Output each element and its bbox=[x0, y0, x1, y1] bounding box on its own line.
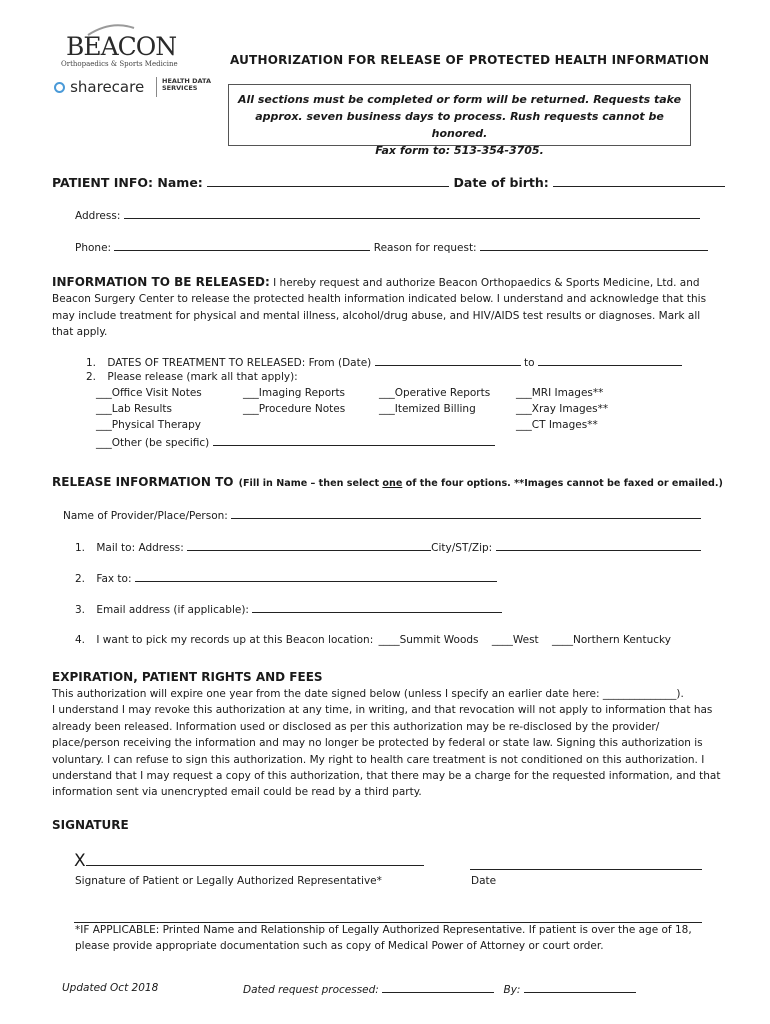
release-to-sub-one: one bbox=[382, 478, 403, 489]
option1-number: 1. bbox=[75, 542, 86, 554]
option-other-row bbox=[96, 435, 495, 449]
signature-label: Signature of Patient or Legally Authorized Representative* bbox=[75, 875, 382, 887]
dob-label: Date of birth: bbox=[453, 175, 549, 190]
mail-label: Mail to: Address: bbox=[96, 542, 184, 554]
expiration-line1: This authorization will expire one year from the date signed below (unless I specify an earlier date here: ______________). bbox=[52, 688, 684, 700]
patient-name-field[interactable] bbox=[207, 176, 449, 187]
patient-name-label: PATIENT INFO: Name: bbox=[52, 175, 203, 190]
signature-date-field[interactable] bbox=[470, 859, 702, 870]
signature-field[interactable] bbox=[86, 855, 424, 866]
beacon-wordmark: BEACON bbox=[66, 32, 177, 61]
release-options-row bbox=[86, 371, 298, 383]
info-release-section bbox=[52, 274, 732, 341]
logo-divider bbox=[156, 77, 157, 97]
info-release-line2: Beacon Surgery Center to release the protected health information indicated below. I understand and acknowledge that this bbox=[52, 293, 707, 306]
fax-field[interactable] bbox=[135, 571, 497, 582]
notice-box bbox=[228, 84, 691, 157]
address-label: Address: bbox=[75, 210, 121, 222]
date-row bbox=[470, 855, 702, 874]
expiration-line3: already been released. Information used or disclosed as per this authorization may be re-disclosed by the provider/ bbox=[52, 720, 660, 733]
by-label: By: bbox=[503, 984, 521, 996]
sharecare-icon bbox=[54, 82, 65, 93]
option4-number: 4. bbox=[75, 634, 86, 646]
fax-row bbox=[75, 571, 497, 585]
info-release-line4: that apply. bbox=[52, 326, 108, 339]
option-other-field[interactable] bbox=[213, 435, 495, 446]
beacon-subtitle: Orthopaedics & Sports Medicine bbox=[61, 60, 178, 68]
item2-number: 2. bbox=[86, 371, 97, 383]
option-other[interactable]: ___Other (be specific) bbox=[96, 437, 210, 449]
notice-line3: Fax form to: 513-354-3705. bbox=[375, 144, 544, 157]
expiration-line6: understand that I may request a copy of this authorization, that there may be a charge for the requested information, and that bbox=[52, 770, 721, 783]
sharecare-wordmark: sharecare bbox=[70, 78, 145, 96]
email-label: Email address (if applicable): bbox=[96, 604, 249, 616]
date-to-label: to bbox=[523, 357, 535, 369]
pickup-summit-woods[interactable]: ____Summit Woods bbox=[378, 634, 479, 646]
updated-label: Updated Oct 2018 bbox=[62, 982, 159, 994]
option-procedure[interactable]: ___Procedure Notes bbox=[243, 403, 346, 415]
item1-number: 1. bbox=[86, 357, 97, 369]
city-field[interactable] bbox=[496, 540, 701, 551]
processed-row bbox=[243, 982, 636, 996]
pickup-northern-kentucky[interactable]: ____Northern Kentucky bbox=[552, 634, 671, 646]
expiration-line5: voluntary. I can refuse to sign this authorization. My right to health care treatment is not conditioned on this authorization. I bbox=[52, 753, 705, 766]
date-to-field[interactable] bbox=[538, 355, 682, 366]
representative-note-line1: *IF APPLICABLE: Printed Name and Relationship of Legally Authorized Representative. If patient is over the age of 18, bbox=[75, 924, 692, 936]
sharecare-logo bbox=[54, 77, 144, 96]
form-title: AUTHORIZATION FOR RELEASE OF PROTECTED HEALTH INFORMATION bbox=[230, 53, 710, 67]
email-row bbox=[75, 602, 502, 616]
date-from-field[interactable] bbox=[375, 355, 521, 366]
option-itemized[interactable]: ___Itemized Billing bbox=[379, 403, 476, 415]
address-row bbox=[75, 208, 700, 222]
provider-field[interactable] bbox=[231, 508, 701, 519]
representative-note bbox=[75, 922, 692, 954]
email-field[interactable] bbox=[252, 602, 502, 613]
option-imaging[interactable]: ___Imaging Reports bbox=[243, 387, 346, 399]
date-label: Date bbox=[471, 875, 497, 887]
option-xray[interactable]: ___Xray Images** bbox=[516, 403, 609, 415]
dates-label: DATES OF TREATMENT TO RELEASED: From (Date) bbox=[107, 357, 372, 369]
processed-by-field[interactable] bbox=[524, 982, 636, 993]
dob-field[interactable] bbox=[553, 176, 725, 187]
option3-number: 3. bbox=[75, 604, 86, 616]
hds-line2: SERVICES bbox=[162, 84, 198, 92]
fax-label: Fax to: bbox=[96, 573, 132, 585]
info-release-line3: may include treatment for physical and mental illness, alcohol/drug abuse, and HIV/AIDS test results or diagnoses. Mark all bbox=[52, 309, 701, 322]
option2-number: 2. bbox=[75, 573, 86, 585]
health-data-services bbox=[162, 78, 211, 92]
pickup-label: I want to pick my records up at this Beacon location: bbox=[96, 634, 374, 646]
release-to-subheading bbox=[239, 478, 723, 489]
city-label: City/ST/Zip: bbox=[431, 542, 493, 554]
release-to-heading-row bbox=[52, 471, 723, 490]
notice-line2: approx. seven business days to process. Rush requests cannot be honored. bbox=[255, 110, 664, 140]
expiration-line7: information sent via unencrypted email could be read by a third party. bbox=[52, 786, 422, 799]
address-field[interactable] bbox=[124, 208, 700, 219]
mail-address-field[interactable] bbox=[187, 540, 431, 551]
info-release-heading: INFORMATION TO BE RELEASED: bbox=[52, 275, 270, 289]
notice-line1: All sections must be completed or form will be returned. Requests take bbox=[237, 93, 682, 106]
release-to-sub-post: of the four options. **Images cannot be faxed or emailed.) bbox=[402, 478, 723, 489]
reason-field[interactable] bbox=[480, 240, 708, 251]
provider-row bbox=[63, 508, 701, 522]
expiration-line2: I understand I may revoke this authorization at any time, in writing, and that revocation will not apply to information that has bbox=[52, 704, 713, 717]
signature-heading: SIGNATURE bbox=[52, 818, 129, 832]
option-lab[interactable]: ___Lab Results bbox=[96, 403, 172, 415]
reason-label: Reason for request: bbox=[373, 242, 477, 254]
patient-name-row bbox=[52, 175, 725, 190]
phone-field[interactable] bbox=[114, 240, 370, 251]
option-operative[interactable]: ___Operative Reports bbox=[379, 387, 491, 399]
release-options-label: Please release (mark all that apply): bbox=[107, 371, 298, 383]
option-mri[interactable]: ___MRI Images** bbox=[516, 387, 604, 399]
expiration-text bbox=[52, 686, 720, 801]
representative-note-line2: please provide appropriate documentation such as copy of Medical Power of Attorney or court order. bbox=[75, 940, 604, 952]
option-physical-therapy[interactable]: ___Physical Therapy bbox=[96, 419, 201, 431]
mail-row bbox=[75, 540, 701, 554]
signature-row bbox=[74, 851, 424, 871]
phone-row bbox=[75, 240, 708, 254]
expiration-line4: place/person receiving the information and may no longer be protected by federal or state law. Signing this authorization is bbox=[52, 737, 703, 750]
option-office-visit[interactable]: ___Office Visit Notes bbox=[96, 387, 202, 399]
processed-label: Dated request processed: bbox=[243, 984, 379, 996]
expiration-heading: EXPIRATION, PATIENT RIGHTS AND FEES bbox=[52, 670, 323, 684]
phone-label: Phone: bbox=[75, 242, 112, 254]
signature-x: X bbox=[74, 851, 86, 871]
pickup-row bbox=[75, 634, 671, 646]
pickup-west[interactable]: ____West bbox=[491, 634, 539, 646]
info-release-line1: I hereby request and authorize Beacon Orthopaedics & Sports Medicine, Ltd. and bbox=[269, 277, 700, 289]
release-to-sub-pre: (Fill in Name – then select bbox=[238, 478, 383, 489]
option-ct[interactable]: ___CT Images** bbox=[516, 419, 598, 431]
hds-line1: HEALTH DATA bbox=[162, 77, 211, 85]
processed-date-field[interactable] bbox=[382, 982, 494, 993]
dates-row bbox=[86, 355, 682, 369]
release-to-heading: RELEASE INFORMATION TO bbox=[52, 475, 234, 489]
provider-label: Name of Provider/Place/Person: bbox=[63, 510, 228, 522]
